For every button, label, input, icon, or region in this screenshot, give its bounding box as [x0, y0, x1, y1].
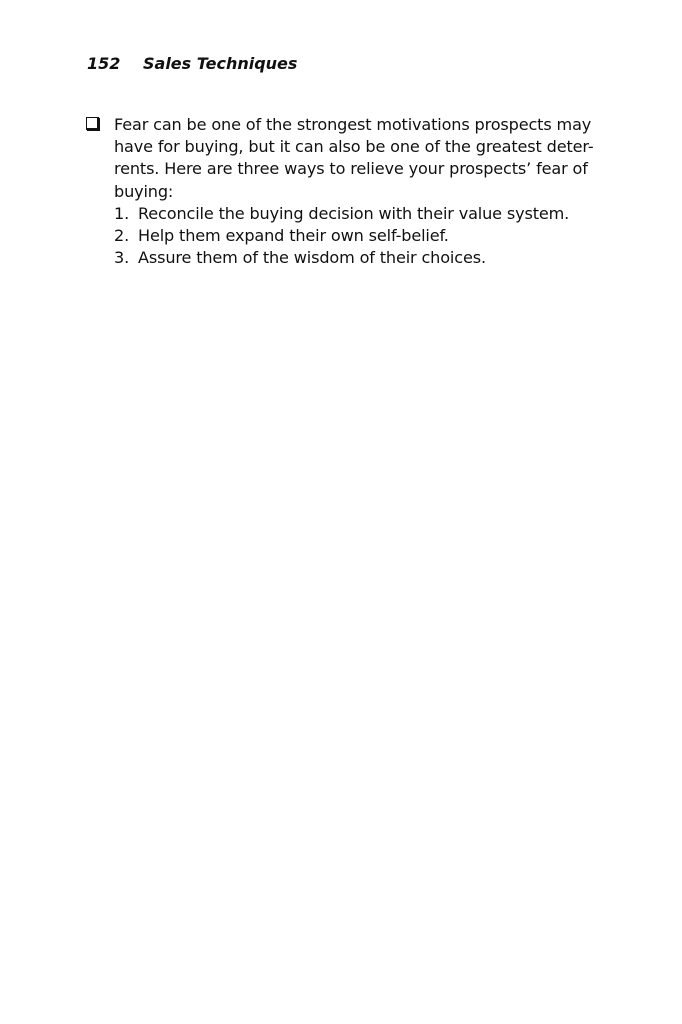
- list-item-number: 2.: [114, 226, 130, 246]
- paragraph-line: buying:: [114, 181, 174, 201]
- tip-paragraph: [114, 114, 596, 203]
- paragraph-line: Fear can be one of the strongest motivations prospects may: [114, 115, 592, 134]
- list-item-number: 3.: [114, 248, 130, 268]
- list-item-text: Assure them of the wisdom of their choices.: [138, 248, 486, 268]
- list-item-number: 1.: [114, 203, 130, 223]
- list-item: [114, 225, 596, 247]
- running-title: Sales Techniques: [143, 54, 298, 73]
- list-item-text: Reconcile the buying decision with their value system.: [138, 203, 570, 223]
- list-item: [114, 247, 596, 269]
- page-number: 152: [87, 54, 121, 73]
- paragraph-line: have for buying, but it can also be one of the greatest deter-: [114, 137, 594, 157]
- tip-block: [86, 114, 596, 269]
- page-header: [87, 53, 297, 75]
- list-item: [114, 203, 596, 225]
- list-item-text: Help them expand their own self-belief.: [138, 226, 449, 246]
- tip-text: [114, 114, 596, 269]
- paragraph-line: rents. Here are three ways to relieve your prospects’ fear of: [114, 159, 588, 179]
- checkbox-icon: [86, 117, 99, 130]
- numbered-list: [114, 203, 596, 270]
